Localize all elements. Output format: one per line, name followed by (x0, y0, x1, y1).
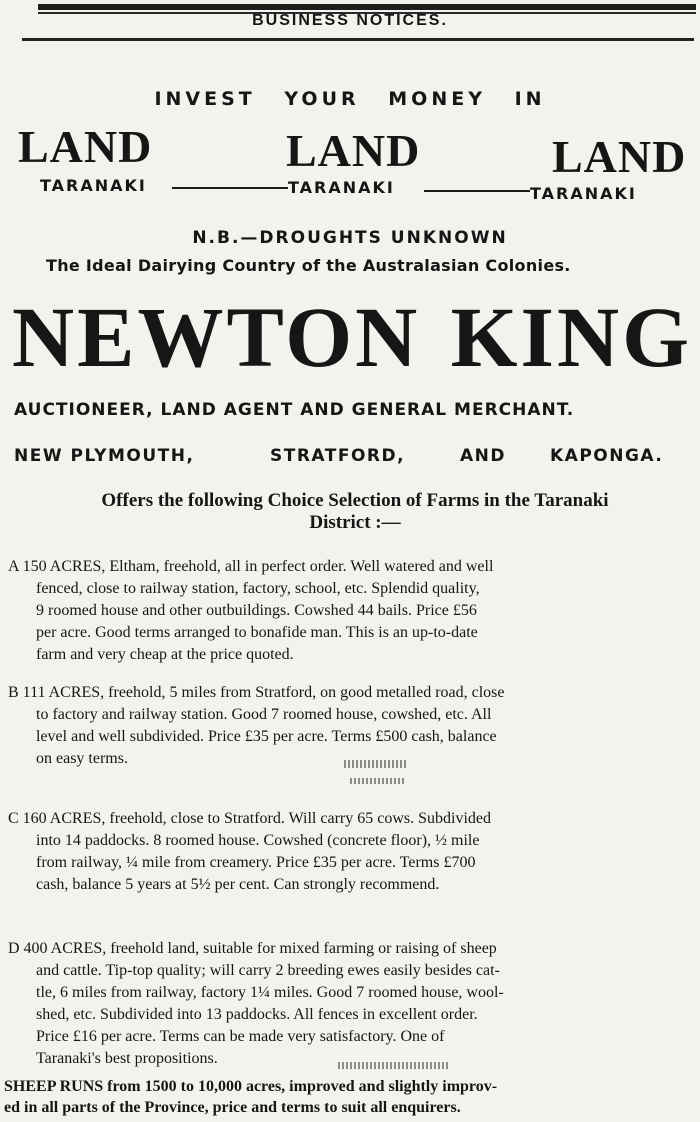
intro-line-2: District :— (309, 512, 401, 533)
dash-rule-2 (424, 190, 530, 192)
lot-d (8, 938, 688, 1070)
land-word-3: LAND (552, 131, 687, 182)
intro-text (12, 490, 698, 534)
town-list (14, 446, 690, 470)
lot-line: farm and very cheap at the price quoted. (36, 646, 294, 663)
print-smudge (338, 1062, 448, 1069)
town-new-plymouth: NEW PLYMOUTH, (14, 446, 195, 466)
sheep-line-2: ed in all parts of the Province, price and terms to suit all enquirers. (4, 1099, 461, 1116)
sheep-runs-notice (4, 1076, 694, 1118)
lot-line: level and well subdivided. Price £35 per acre. Terms £500 cash, balance (36, 728, 497, 745)
town-kaponga: KAPONGA. (550, 446, 664, 466)
lot-line: A 150 ACRES, Eltham, freehold, all in perfect order. Well watered and well (8, 558, 494, 575)
lot-line: shed, etc. Subdivided into 13 paddocks. All fences in excellent order. (36, 1006, 478, 1023)
lot-line: Price £16 per acre. Terms can be made very satisfactory. One of (36, 1028, 445, 1045)
lot-line: tle, 6 miles from railway, factory 1¼ miles. Good 7 roomed house, wool- (36, 984, 504, 1001)
lot-line: to factory and railway station. Good 7 roomed house, cowshed, etc. All (36, 706, 492, 723)
lot-line: cash, balance 5 years at 5½ per cent. Can strongly recommend. (36, 876, 440, 893)
taranaki-word-1: TARANAKI (40, 176, 147, 195)
section-title: BUSINESS NOTICES. (252, 12, 448, 29)
tagline: The Ideal Dairying Country of the Australasian Colonies. (46, 256, 571, 275)
lot-line: Taranaki's best propositions. (36, 1050, 218, 1067)
lot-line: on easy terms. (36, 750, 128, 767)
top-rule (38, 4, 696, 10)
land-word-2: LAND (286, 125, 421, 176)
section-rule (22, 38, 694, 41)
taranaki-word-3: TARANAKI (530, 184, 637, 203)
lot-line: from railway, ¼ mile from creamery. Price £35 per acre. Terms £700 (36, 854, 476, 871)
town-stratford: STRATFORD, (270, 446, 406, 466)
intro-line-1: Offers the following Choice Selection of Farms in the Taranaki (101, 490, 609, 511)
land-word-1: LAND (18, 121, 153, 172)
lot-b (8, 682, 688, 770)
town-and: AND (460, 446, 506, 466)
lot-line: per acre. Good terms arranged to bonafide man. This is an up-to-date (36, 624, 478, 641)
lot-line: D 400 ACRES, freehold land, suitable for mixed farming or raising of sheep (8, 940, 497, 957)
lot-line: fenced, close to railway station, factory, school, etc. Splendid quality, (36, 580, 480, 597)
lot-line: B 111 ACRES, freehold, 5 miles from Stratford, on good metalled road, close (8, 684, 505, 701)
print-smudge (350, 778, 406, 784)
taranaki-row (40, 176, 664, 202)
lot-line: C 160 ACRES, freehold, close to Stratford. Will carry 65 cows. Subdivided (8, 810, 491, 827)
sheep-line-1: SHEEP RUNS from 1500 to 10,000 acres, improved and slightly improv- (4, 1078, 498, 1095)
invest-heading: INVEST YOUR MONEY IN (154, 88, 546, 110)
dash-rule-1 (172, 187, 288, 189)
taranaki-word-2: TARANAKI (288, 178, 395, 197)
lot-line: 9 roomed house and other outbuildings. Cowshed 44 bails. Price £56 (36, 602, 477, 619)
lot-a (8, 556, 688, 666)
lot-line: into 14 paddocks. 8 roomed house. Cowshed (concrete floor), ½ mile (36, 832, 480, 849)
firm-occupation: AUCTIONEER, LAND AGENT AND GENERAL MERCHANT. (14, 400, 575, 420)
lot-c (8, 808, 688, 896)
firm-name: NEWTON KING (12, 289, 692, 385)
lot-line: and cattle. Tip-top quality; will carry 2 breeding ewes easily besides cat- (36, 962, 500, 979)
nb-droughts: N.B.—DROUGHTS UNKNOWN (192, 228, 508, 248)
